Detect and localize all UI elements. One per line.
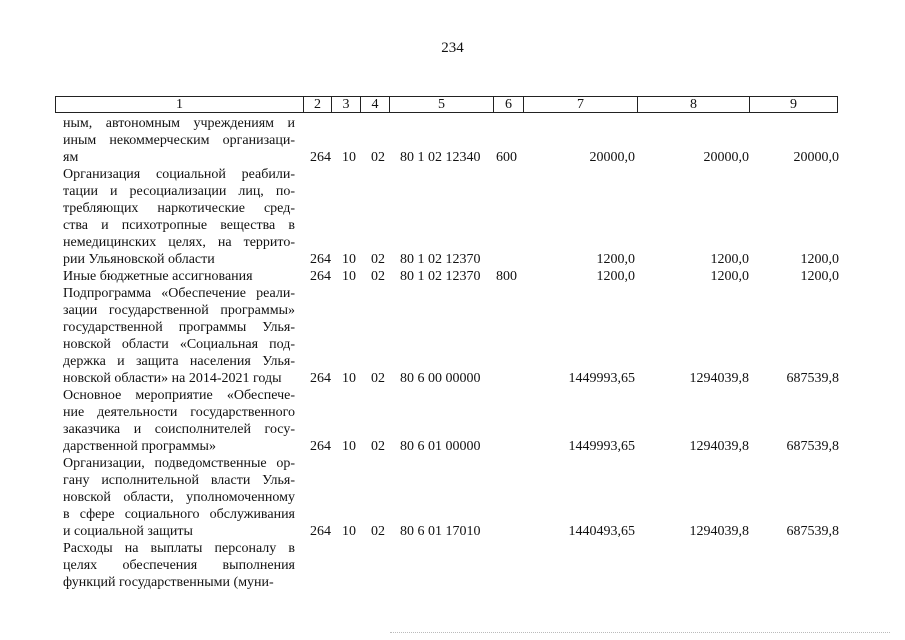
description-line: и социальной защиты (63, 524, 193, 539)
description-line: в сфере социального обслуживания (63, 507, 295, 522)
cell-c9: 687539,8 (786, 371, 839, 386)
cell-c3: 10 (342, 371, 356, 386)
cell-c8: 1294039,8 (689, 371, 749, 386)
description-line: дарственной программы» (63, 439, 216, 454)
description-line: новской области» на 2014-2021 годы (63, 371, 282, 386)
description-line: ным, автономным учреждениям и (63, 116, 295, 131)
table-header (55, 96, 838, 113)
row-description (63, 285, 295, 387)
header-col-1: 1 (176, 97, 183, 112)
cell-c8: 20000,0 (703, 150, 749, 165)
description-line: требляющих наркотические сред- (63, 201, 295, 216)
cell-c9: 687539,8 (786, 524, 839, 539)
table-row (0, 540, 905, 591)
cell-c9: 1200,0 (800, 252, 839, 267)
table-row (0, 115, 905, 166)
cell-c8: 1294039,8 (689, 524, 749, 539)
row-description (63, 166, 295, 268)
header-col-6: 6 (493, 97, 523, 112)
header-col-3: 3 (331, 97, 360, 112)
header-col-7: 7 (523, 97, 637, 112)
description-line: функций государственными (муни- (63, 575, 274, 590)
row-description (63, 387, 295, 455)
description-line: гану исполнительной власти Улья- (63, 473, 295, 488)
cell-c5: 80 6 00 00000 (400, 371, 481, 386)
row-description (63, 115, 295, 166)
cell-c5: 80 6 01 00000 (400, 439, 481, 454)
cell-c5: 80 1 02 12370 (400, 269, 481, 284)
description-line: Иные бюджетные ассигнования (63, 269, 253, 284)
row-description (63, 540, 295, 591)
cell-c4: 02 (371, 150, 385, 165)
cell-c2: 264 (310, 524, 331, 539)
header-col-4: 4 (360, 97, 389, 112)
description-line: рии Ульяновской области (63, 252, 215, 267)
description-line: тации и ресоциализации лиц, по- (63, 184, 295, 199)
cell-c7: 1200,0 (596, 252, 635, 267)
description-line: Основное мероприятие «Обеспече- (63, 388, 295, 403)
cell-c3: 10 (342, 524, 356, 539)
cell-c7: 20000,0 (589, 150, 635, 165)
cell-c2: 264 (310, 439, 331, 454)
cell-c3: 10 (342, 269, 356, 284)
description-line: Организация социальной реабили- (63, 167, 295, 182)
table-row (0, 285, 905, 387)
cell-c8: 1200,0 (710, 269, 749, 284)
cell-c8: 1200,0 (710, 252, 749, 267)
cell-c2: 264 (310, 371, 331, 386)
row-description (63, 268, 295, 285)
cell-c4: 02 (371, 524, 385, 539)
cell-c7: 1449993,65 (568, 371, 635, 386)
description-line: Расходы на выплаты персоналу в (63, 541, 295, 556)
bottom-scan-artifact (390, 632, 890, 635)
cell-c5: 80 1 02 12340 (400, 150, 481, 165)
cell-c7: 1449993,65 (568, 439, 635, 454)
cell-c4: 02 (371, 371, 385, 386)
description-line: иным некоммерческим организаци- (63, 133, 295, 148)
cell-c6: 800 (496, 269, 517, 284)
description-line: немедицинских целях, на террито- (63, 235, 295, 250)
description-line: Подпрограмма «Обеспечение реали- (63, 286, 295, 301)
description-line: ства и психотропные вещества в (63, 218, 295, 233)
header-col-2: 2 (303, 97, 331, 112)
header-col-9: 9 (749, 97, 837, 112)
description-line: ям (63, 150, 79, 165)
row-description (63, 455, 295, 540)
cell-c6: 600 (496, 150, 517, 165)
cell-c4: 02 (371, 439, 385, 454)
cell-c8: 1294039,8 (689, 439, 749, 454)
cell-c2: 264 (310, 269, 331, 284)
description-line: Организации, подведомственные ор- (63, 456, 295, 471)
cell-c7: 1200,0 (596, 269, 635, 284)
cell-c2: 264 (310, 252, 331, 267)
cell-c9: 20000,0 (793, 150, 839, 165)
cell-c9: 687539,8 (786, 439, 839, 454)
cell-c4: 02 (371, 269, 385, 284)
description-line: новской области «Социальная под- (63, 337, 295, 352)
cell-c5: 80 6 01 17010 (400, 524, 481, 539)
description-line: ние деятельности государственного (63, 405, 295, 420)
cell-c3: 10 (342, 252, 356, 267)
description-line: новской области, уполномоченному (63, 490, 295, 505)
header-col-8: 8 (637, 97, 749, 112)
cell-c5: 80 1 02 12370 (400, 252, 481, 267)
cell-c4: 02 (371, 252, 385, 267)
description-line: государственной программы Улья- (63, 320, 295, 335)
table-row (0, 166, 905, 268)
page-number: 234 (441, 40, 464, 56)
cell-c9: 1200,0 (800, 269, 839, 284)
description-line: заказчика и соисполнителей госу- (63, 422, 295, 437)
cell-c3: 10 (342, 150, 356, 165)
cell-c2: 264 (310, 150, 331, 165)
description-line: целях обеспечения выполнения (63, 558, 295, 573)
header-col-5: 5 (389, 97, 493, 112)
cell-c7: 1440493,65 (568, 524, 635, 539)
cell-c3: 10 (342, 439, 356, 454)
description-line: зации государственной программы» (63, 303, 295, 318)
table-row (0, 268, 905, 285)
table-row (0, 387, 905, 455)
description-line: держка и защита населения Улья- (63, 354, 295, 369)
table-row (0, 455, 905, 540)
